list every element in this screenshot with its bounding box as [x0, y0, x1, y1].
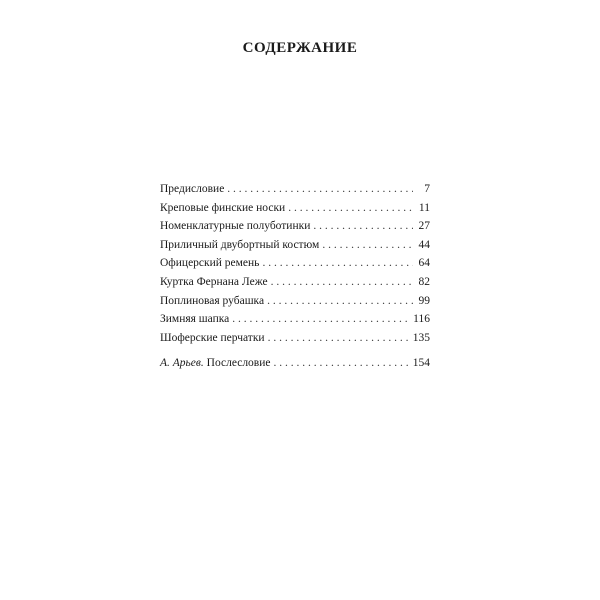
toc-entry-page: 135: [412, 331, 430, 344]
toc-entry-page: 27: [418, 220, 430, 233]
toc-dot-leader: [322, 239, 413, 251]
toc-entry-title: Куртка Фернана Леже: [160, 275, 268, 288]
page-title: СОДЕРЖАНИЕ: [242, 40, 358, 56]
toc-entry-title: Шоферские перчатки: [160, 331, 265, 344]
table-of-contents: [160, 183, 430, 376]
toc-dot-leader: [268, 332, 410, 344]
toc-entry-page: 99: [418, 294, 430, 307]
toc-entry: [160, 295, 430, 314]
toc-entry-title: Креповые финские носки: [160, 201, 286, 214]
toc-afterword-title: Послесловие: [206, 357, 271, 370]
toc-entry-page: 64: [418, 257, 430, 270]
toc-entry-title: Офицерский ремень: [160, 257, 260, 270]
toc-dot-leader: [288, 202, 413, 214]
toc-entry: [160, 202, 430, 221]
toc-entry-title: Поплиновая рубашка: [160, 294, 265, 307]
toc-entry-page: 7: [424, 183, 430, 195]
toc-entry-title: Зимняя шапка: [160, 313, 230, 326]
toc-afterword-title-group: [160, 357, 271, 369]
toc-entry-page: 44: [418, 238, 430, 251]
toc-dot-leader: [262, 257, 413, 269]
toc-afterword-page: 154: [412, 357, 430, 370]
toc-dot-leader: [271, 276, 413, 288]
toc-afterword-entry: [160, 357, 430, 376]
toc-entry: [160, 220, 430, 239]
toc-entry-page: 82: [418, 275, 430, 288]
toc-dot-leader: [313, 220, 413, 232]
toc-entry: [160, 276, 430, 295]
toc-entry-page: 11: [418, 201, 430, 214]
toc-entry: [160, 183, 430, 202]
toc-entry: [160, 332, 430, 351]
toc-entry-title: Приличный двубортный костюм: [160, 238, 320, 251]
toc-afterword-author: А. Арьев.: [160, 357, 204, 370]
toc-spacer: [160, 350, 430, 357]
toc-entry-title: Предисловие: [160, 183, 225, 195]
toc-dot-leader: [274, 357, 410, 369]
toc-entry: [160, 257, 430, 276]
toc-entry: [160, 239, 430, 258]
toc-dot-leader: [232, 313, 410, 325]
toc-entry-page: 116: [413, 313, 430, 326]
toc-dot-leader: [227, 183, 413, 195]
toc-entry-title: Номенклатурные полуботинки: [160, 220, 311, 233]
toc-entry: [160, 313, 430, 332]
toc-dot-leader: [267, 295, 413, 307]
